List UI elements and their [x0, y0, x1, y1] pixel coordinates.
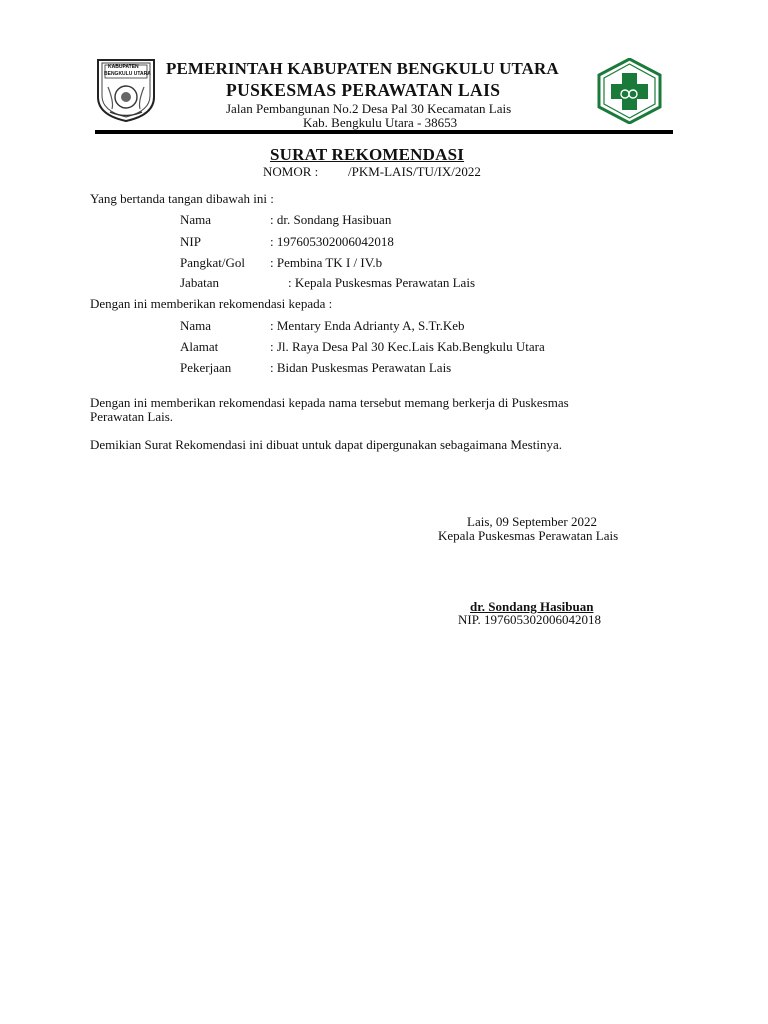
- intro-text: Yang bertanda tangan dibawah ini :: [90, 191, 274, 206]
- signer-value-nip: : 197605302006042018: [270, 234, 394, 249]
- subject-value-alamat: : Jl. Raya Desa Pal 30 Kec.Lais Kab.Bengkulu Utara: [270, 339, 545, 354]
- subject-value-pekerjaan: : Bidan Puskesmas Perawatan Lais: [270, 360, 452, 375]
- puskesmas-logo-icon: [597, 58, 662, 124]
- signer-label-nip: NIP: [180, 234, 201, 249]
- signer-label-nama: Nama: [180, 212, 212, 227]
- signer-value-jabatan: : Kepala Puskesmas Perawatan Lais: [288, 275, 476, 290]
- letter-title: SURAT REKOMENDASI: [270, 145, 465, 164]
- header-government: PEMERINTAH KABUPATEN BENGKULU UTARA: [166, 59, 559, 78]
- subject-value-nama: : Mentary Enda Adrianty A, S.Tr.Keb: [270, 318, 465, 333]
- paragraph-1-line-2: Perawatan Lais.: [90, 409, 174, 424]
- header-institution: PUSKESMAS PERAWATAN LAIS: [226, 80, 501, 100]
- paragraph-2: Demikian Surat Rekomendasi ini dibuat untuk dapat dipergunakan sebagaimana Mestinya.: [90, 437, 562, 452]
- nomor-value: /PKM-LAIS/TU/IX/2022: [348, 164, 481, 179]
- subject-label-nama: Nama: [180, 318, 212, 333]
- header-address-line1: Jalan Pembangunan No.2 Desa Pal 30 Kecamatan Lais: [226, 101, 512, 116]
- header-divider: [95, 130, 673, 134]
- logo-text-kabupaten: KABUPATEN: [108, 64, 139, 70]
- header-address-line2: Kab. Bengkulu Utara - 38653: [303, 115, 458, 130]
- signature-name: dr. Sondang Hasibuan: [470, 599, 594, 614]
- logo-text-region: BENGKULU UTARA: [104, 71, 151, 77]
- signer-value-pangkat: : Pembina TK I / IV.b: [270, 255, 383, 270]
- signer-value-nama: : dr. Sondang Hasibuan: [270, 212, 392, 227]
- signature-place-date: Lais, 09 September 2022: [467, 514, 597, 529]
- signature-nip: NIP. 197605302006042018: [458, 612, 602, 627]
- signature-position: Kepala Puskesmas Perawatan Lais: [438, 528, 619, 543]
- nomor-label: NOMOR :: [263, 164, 319, 179]
- recommend-intro: Dengan ini memberikan rekomendasi kepada :: [90, 296, 333, 311]
- signer-label-pangkat: Pangkat/Gol: [180, 255, 245, 270]
- signer-label-jabatan: Jabatan: [180, 275, 219, 290]
- subject-label-alamat: Alamat: [180, 339, 219, 354]
- subject-label-pekerjaan: Pekerjaan: [180, 360, 232, 375]
- regency-emblem-icon: [94, 57, 158, 123]
- paragraph-1-line-1: Dengan ini memberikan rekomendasi kepada nama tersebut memang berkerja di Puskesmas: [90, 395, 569, 410]
